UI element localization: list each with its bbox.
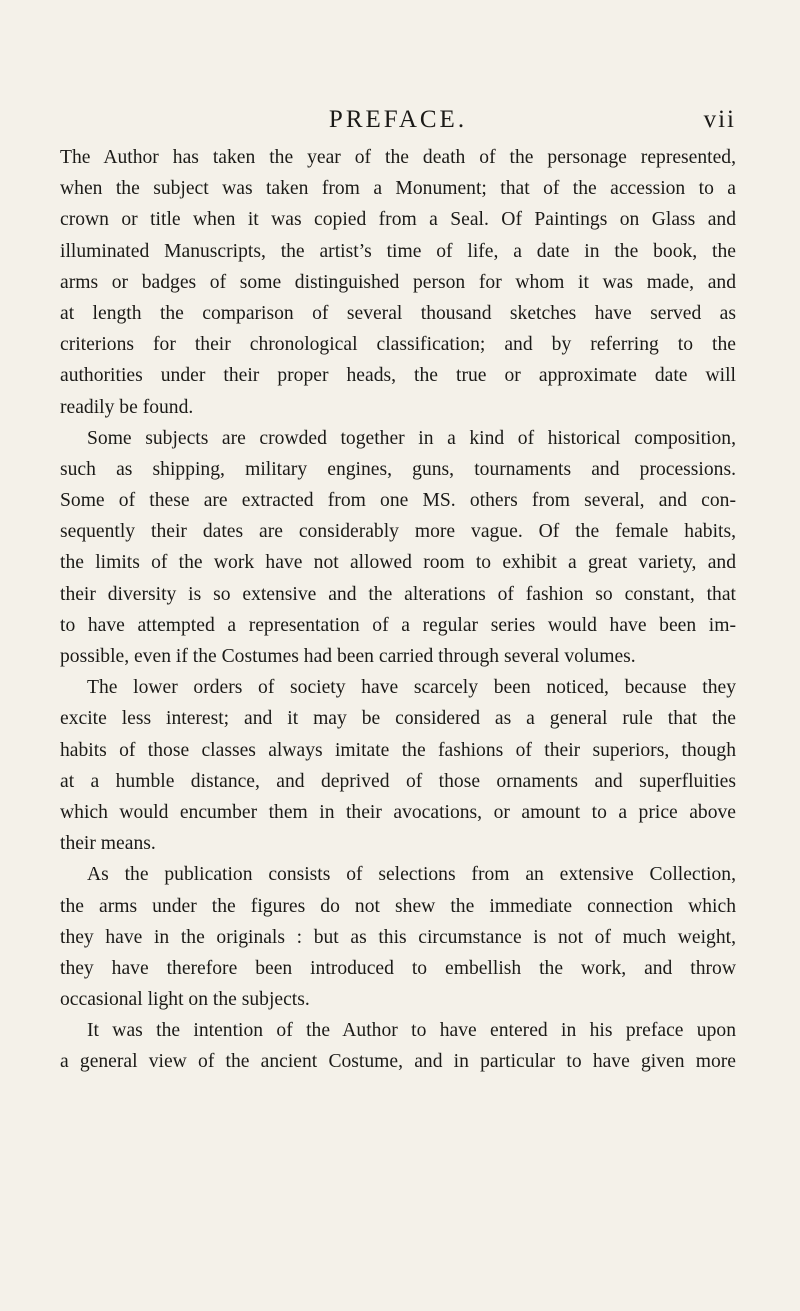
body-text xyxy=(60,142,736,1078)
page-number: vii xyxy=(703,106,736,133)
text-line: their means. xyxy=(60,833,156,855)
text-line: It was the intention of the Author to have entered in his preface upon xyxy=(87,1020,736,1042)
text-line: they have therefore been introduced to embellish the work, and throw xyxy=(60,957,736,979)
text-line: such as shipping, military engines, guns, tournaments and processions. xyxy=(60,458,736,480)
text-line: illuminated Manuscripts, the artist’s time of life, a date in the book, the xyxy=(60,240,736,262)
text-line: they have in the originals : but as this circumstance is not of much weight, xyxy=(60,926,736,948)
text-line: a general view of the ancient Costume, and in particular to have given more xyxy=(60,1051,736,1073)
text-line: readily be found. xyxy=(60,396,194,418)
running-head xyxy=(60,104,736,136)
text-line: at length the comparison of several thousand sketches have served as xyxy=(60,302,736,324)
text-line: sequently their dates are considerably more vague. Of the female habits, xyxy=(60,521,736,543)
text-line: their diversity is so extensive and the alterations of fashion so constant, that xyxy=(60,583,736,605)
text-line: habits of those classes always imitate the fashions of their superiors, though xyxy=(60,739,736,761)
text-line: when the subject was taken from a Monument; that of the accession to a xyxy=(60,178,736,200)
text-line: Some of these are extracted from one MS. others from several, and con- xyxy=(60,490,736,512)
text-line: arms or badges of some distinguished person for whom it was made, and xyxy=(60,271,736,293)
text-line: to have attempted a representation of a regular series would have been im- xyxy=(60,614,736,636)
text-line: authorities under their proper heads, the true or approximate date will xyxy=(60,365,736,387)
text-line: crown or title when it was copied from a Seal. Of Paintings on Glass and xyxy=(60,209,736,231)
text-line: criterions for their chronological classification; and by referring to the xyxy=(60,334,736,356)
text-line: Some subjects are crowded together in a kind of historical composition, xyxy=(87,427,736,449)
text-line: excite less interest; and it may be considered as a general rule that the xyxy=(60,708,736,730)
text-line: the arms under the figures do not shew the immediate connection which xyxy=(60,895,736,917)
text-line: at a humble distance, and deprived of those ornaments and superfluities xyxy=(60,770,736,792)
text-line: The Author has taken the year of the death of the personage represented, xyxy=(60,147,736,168)
text-line: which would encumber them in their avocations, or amount to a price above xyxy=(60,801,736,823)
text-line: occasional light on the subjects. xyxy=(60,989,310,1011)
running-title: PREFACE. xyxy=(328,106,468,133)
text-line: the limits of the work have not allowed room to exhibit a great variety, and xyxy=(60,552,736,574)
text-line: possible, even if the Costumes had been carried through several volumes. xyxy=(60,646,636,667)
text-line: As the publication consists of selections from an extensive Collection, xyxy=(87,864,736,886)
text-line: The lower orders of society have scarcely been noticed, because they xyxy=(87,677,736,699)
